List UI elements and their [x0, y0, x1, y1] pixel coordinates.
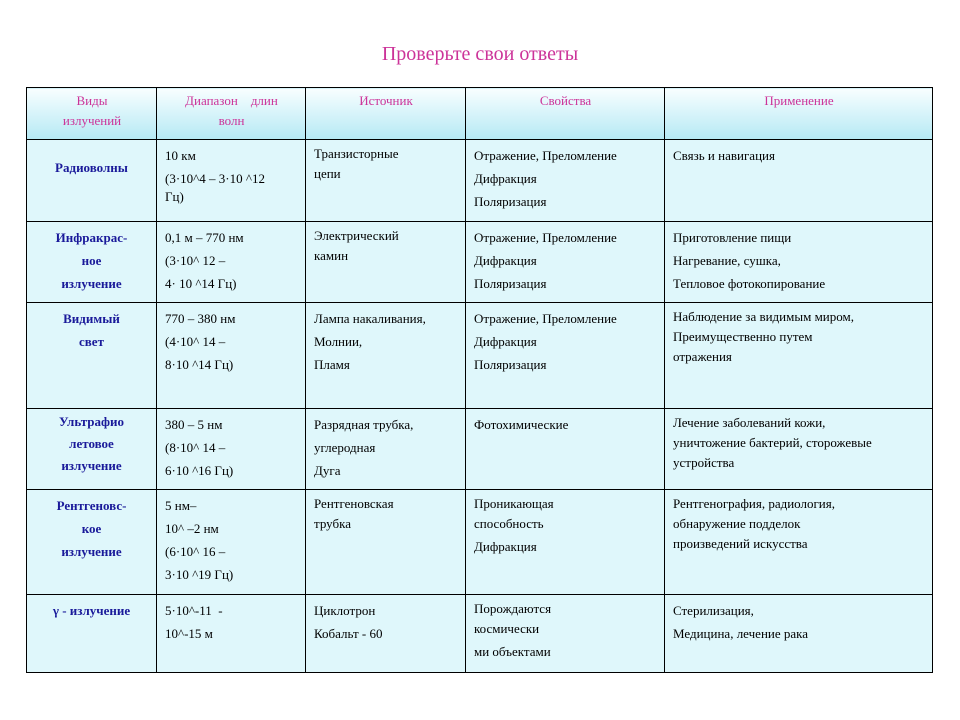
row-range: 0,1 м – 770 нм (3·10^ 12 – 4· 10 ^14 Гц): [157, 222, 306, 303]
table-row: [27, 490, 933, 595]
row-source: Электрический камин: [306, 222, 466, 303]
header-source: Источник: [306, 88, 466, 140]
row-application: Лечение заболеваний кожи, уничтожение бактерий, сторожевые устройства: [665, 409, 933, 490]
row-name-ultraviolet: Ультрафио летовое излучение: [27, 409, 157, 490]
header-row: [27, 88, 933, 140]
row-application: Приготовление пищи Нагревание, сушка, Тепловое фотокопирование: [665, 222, 933, 303]
row-range: 5·10^-11 - 10^-15 м: [157, 595, 306, 673]
row-application: Связь и навигация: [665, 140, 933, 222]
row-name-visible: Видимый свет: [27, 303, 157, 409]
row-source: Рентгеновская трубка: [306, 490, 466, 595]
row-source: Лампа накаливания, Молнии, Пламя: [306, 303, 466, 409]
row-source: Циклотрон Кобальт - 60: [306, 595, 466, 673]
table-row: [27, 409, 933, 490]
header-application: Применение: [665, 88, 933, 140]
row-range: 5 нм– 10^ –2 нм (6·10^ 16 – 3·10 ^19 Гц): [157, 490, 306, 595]
row-application: Наблюдение за видимым миром, Преимущественно путем отражения: [665, 303, 933, 409]
row-properties: Порождаются космически ми объектами: [466, 595, 665, 673]
row-application: Стерилизация, Медицина, лечение рака: [665, 595, 933, 673]
row-range: 380 – 5 нм (8·10^ 14 – 6·10 ^16 Гц): [157, 409, 306, 490]
row-properties: Отражение, Преломление Дифракция Поляризация: [466, 303, 665, 409]
row-properties: Фотохимические: [466, 409, 665, 490]
header-properties: Свойства: [466, 88, 665, 140]
row-properties: Проникающая способность Дифракция: [466, 490, 665, 595]
table-row: [27, 303, 933, 409]
row-name-gamma: γ - излучение: [27, 595, 157, 673]
row-application: Рентгенография, радиология, обнаружение подделок произведений искусства: [665, 490, 933, 595]
page-title: Проверьте свои ответы: [381, 43, 579, 65]
row-source: Разрядная трубка, углеродная Дуга: [306, 409, 466, 490]
table-row: [27, 222, 933, 303]
table-row: [27, 595, 933, 673]
header-range: Диапазон длин волн: [157, 88, 306, 140]
row-name-radio: Радиоволны: [27, 140, 157, 222]
row-name-xray: Рентгеновс- кое излучение: [27, 490, 157, 595]
row-properties: Отражение, Преломление Дифракция Поляризация: [466, 222, 665, 303]
row-name-infrared: Инфракрас- ное излучение: [27, 222, 157, 303]
header-type: Виды излучений: [27, 88, 157, 140]
row-range: 10 км (3·10^4 – 3·10 ^12 Гц): [157, 140, 306, 222]
table-row: [27, 140, 933, 222]
radiation-table: [26, 87, 933, 673]
row-range: 770 – 380 нм (4·10^ 14 – 8·10 ^14 Гц): [157, 303, 306, 409]
row-properties: Отражение, Преломление Дифракция Поляризация: [466, 140, 665, 222]
row-source: Транзисторные цепи: [306, 140, 466, 222]
